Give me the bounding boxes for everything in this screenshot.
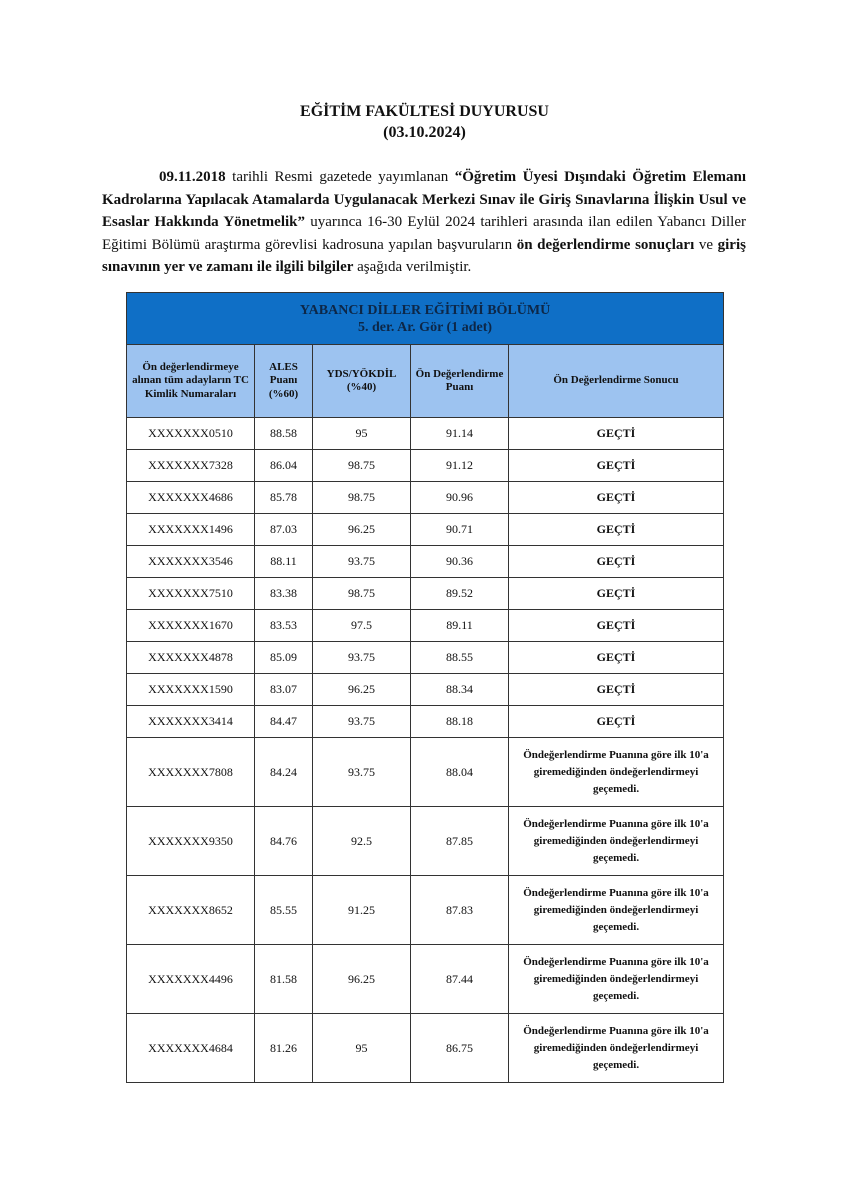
col-header-score: Ön Değerlendirme Puanı [411, 345, 509, 418]
tc-cell: XXXXXXX3546 [127, 546, 255, 578]
ales-cell: 84.24 [255, 738, 313, 807]
score-cell: 90.36 [411, 546, 509, 578]
ales-cell: 85.78 [255, 482, 313, 514]
tc-cell: XXXXXXX8652 [127, 876, 255, 945]
result-cell: GEÇTİ [509, 418, 724, 450]
result-cell: Öndeğerlendirme Puanına göre ilk 10'a giremediğinden öndeğerlendirmeyi geçemedi. [509, 876, 724, 945]
table-row [127, 546, 724, 578]
table-row [127, 807, 724, 876]
department-name: YABANCI DİLLER EĞİTİMİ BÖLÜMÜ [299, 302, 551, 318]
score-cell: 88.55 [411, 642, 509, 674]
col-header-tc: Ön değerlendirmeye alınan tüm adayların TC Kimlik Numaraları [127, 345, 255, 418]
yds-cell: 95 [313, 1014, 411, 1083]
results-table [126, 292, 724, 1083]
score-cell: 87.83 [411, 876, 509, 945]
yds-cell: 93.75 [313, 546, 411, 578]
tc-cell: XXXXXXX1670 [127, 610, 255, 642]
ales-cell: 83.38 [255, 578, 313, 610]
ales-cell: 88.11 [255, 546, 313, 578]
table-header-row [127, 345, 724, 418]
page-title: EĞİTİM FAKÜLTESİ DUYURUSU [300, 103, 549, 120]
intro-paragraph: 09.11.2018 tarihli Resmi gazetede yayımlanan “Öğretim Üyesi Dışındaki Öğretim Elemanı Kadrolarına Yapılacak Atamalarda Uygulanacak Merkezi Sınav ile Giriş Sınavlarına İlişkin Usul ve Esaslar Hakkında Yönetmelik” uyarınca 16-30 Eylül 2024 tarihleri arasında ilan edilen Yabancı Diller Eğitimi Bölümü araştırma görevlisi kadrosuna yapılan başvuruların ön değerlendirme sonuçları ve giriş sınavının yer ve zamanı ile ilgili bilgiler aşağıda verilmiştir. [102, 169, 746, 276]
ales-cell: 85.55 [255, 876, 313, 945]
table-row [127, 738, 724, 807]
gazette-date: 09.11.2018 [159, 169, 226, 185]
table-row [127, 674, 724, 706]
result-cell: Öndeğerlendirme Puanına göre ilk 10'a giremediğinden öndeğerlendirmeyi geçemedi. [509, 1014, 724, 1083]
tc-cell: XXXXXXX1496 [127, 514, 255, 546]
tc-cell: XXXXXXX7808 [127, 738, 255, 807]
ales-cell: 87.03 [255, 514, 313, 546]
table-row [127, 610, 724, 642]
ales-cell: 81.26 [255, 1014, 313, 1083]
score-cell: 88.18 [411, 706, 509, 738]
yds-cell: 98.75 [313, 578, 411, 610]
table-row [127, 514, 724, 546]
col-header-ales: ALES Puanı (%60) [255, 345, 313, 418]
announcement-date: (03.10.2024) [383, 124, 466, 141]
yds-cell: 95 [313, 418, 411, 450]
table-row [127, 876, 724, 945]
yds-cell: 91.25 [313, 876, 411, 945]
score-cell: 87.85 [411, 807, 509, 876]
yds-cell: 96.25 [313, 945, 411, 1014]
col-header-result: Ön Değerlendirme Sonucu [509, 345, 724, 418]
score-cell: 90.71 [411, 514, 509, 546]
tc-cell: XXXXXXX3414 [127, 706, 255, 738]
ales-cell: 84.76 [255, 807, 313, 876]
tc-cell: XXXXXXX7328 [127, 450, 255, 482]
result-cell: GEÇTİ [509, 482, 724, 514]
score-cell: 89.52 [411, 578, 509, 610]
tc-cell: XXXXXXX7510 [127, 578, 255, 610]
result-cell: GEÇTİ [509, 642, 724, 674]
score-cell: 88.34 [411, 674, 509, 706]
yds-cell: 93.75 [313, 706, 411, 738]
result-cell: GEÇTİ [509, 514, 724, 546]
score-cell: 87.44 [411, 945, 509, 1014]
score-cell: 91.12 [411, 450, 509, 482]
tc-cell: XXXXXXX4878 [127, 642, 255, 674]
table-row [127, 945, 724, 1014]
result-cell: GEÇTİ [509, 674, 724, 706]
result-cell: GEÇTİ [509, 610, 724, 642]
table-row [127, 450, 724, 482]
ales-cell: 84.47 [255, 706, 313, 738]
table-title [127, 293, 724, 345]
yds-cell: 96.25 [313, 674, 411, 706]
result-cell: Öndeğerlendirme Puanına göre ilk 10'a giremediğinden öndeğerlendirmeyi geçemedi. [509, 738, 724, 807]
table-row [127, 578, 724, 610]
tc-cell: XXXXXXX9350 [127, 807, 255, 876]
result-cell: Öndeğerlendirme Puanına göre ilk 10'a giremediğinden öndeğerlendirmeyi geçemedi. [509, 945, 724, 1014]
table-row [127, 482, 724, 514]
score-cell: 88.04 [411, 738, 509, 807]
table-row [127, 642, 724, 674]
yds-cell: 92.5 [313, 807, 411, 876]
ales-cell: 81.58 [255, 945, 313, 1014]
result-cell: Öndeğerlendirme Puanına göre ilk 10'a giremediğinden öndeğerlendirmeyi geçemedi. [509, 807, 724, 876]
result-cell: GEÇTİ [509, 706, 724, 738]
score-cell: 91.14 [411, 418, 509, 450]
score-cell: 90.96 [411, 482, 509, 514]
table-row [127, 706, 724, 738]
ales-cell: 85.09 [255, 642, 313, 674]
ales-cell: 83.53 [255, 610, 313, 642]
yds-cell: 96.25 [313, 514, 411, 546]
tc-cell: XXXXXXX4684 [127, 1014, 255, 1083]
yds-cell: 98.75 [313, 450, 411, 482]
score-cell: 89.11 [411, 610, 509, 642]
result-cell: GEÇTİ [509, 450, 724, 482]
yds-cell: 93.75 [313, 738, 411, 807]
position-info: 5. der. Ar. Gör (1 adet) [357, 319, 493, 335]
regulation-name: “Öğretim Üyesi Dışındaki Öğretim Elemanı Kadrolarına Yapılacak Atamalarda Uygulanacak Merkezi Sınav ile Giriş Sınavlarına İlişkin Usul ve Esaslar Hakkında Yönetmelik” [102, 169, 746, 231]
tc-cell: XXXXXXX0510 [127, 418, 255, 450]
table-row [127, 1014, 724, 1083]
table-row [127, 418, 724, 450]
tc-cell: XXXXXXX4686 [127, 482, 255, 514]
col-header-yds: YDS/YÖKDİL (%40) [313, 345, 411, 418]
table-body [127, 418, 724, 1083]
result-cell: GEÇTİ [509, 546, 724, 578]
tc-cell: XXXXXXX1590 [127, 674, 255, 706]
yds-cell: 93.75 [313, 642, 411, 674]
ales-cell: 86.04 [255, 450, 313, 482]
tc-cell: XXXXXXX4496 [127, 945, 255, 1014]
score-cell: 86.75 [411, 1014, 509, 1083]
ales-cell: 88.58 [255, 418, 313, 450]
yds-cell: 97.5 [313, 610, 411, 642]
ales-cell: 83.07 [255, 674, 313, 706]
result-cell: GEÇTİ [509, 578, 724, 610]
yds-cell: 98.75 [313, 482, 411, 514]
